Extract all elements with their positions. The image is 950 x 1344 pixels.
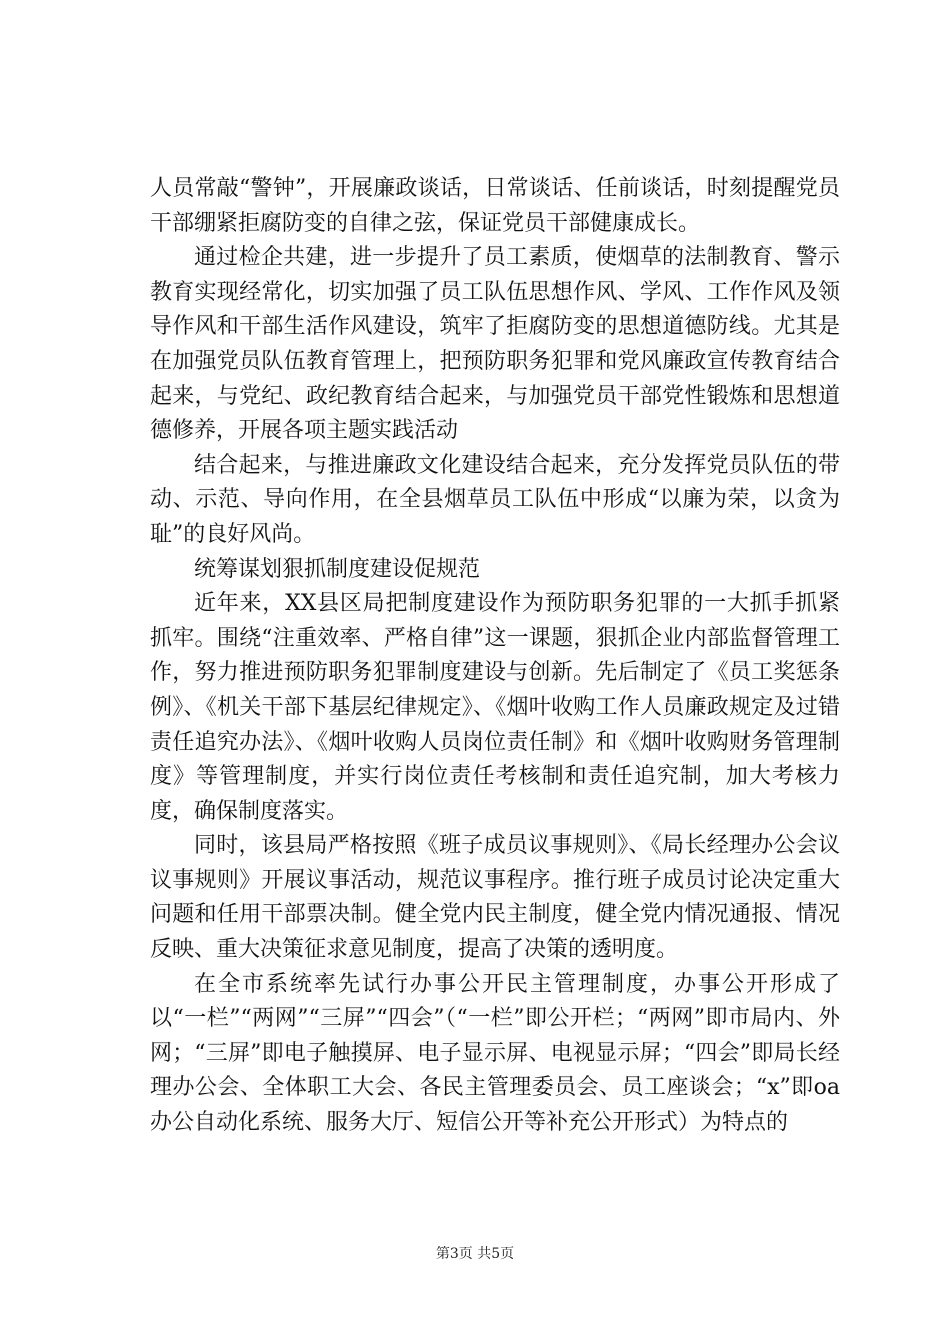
- paragraph-co-construction: 通过检企共建，进一步提升了员工素质，使烟草的法制教育、警示教育实现经常化，切实加强了员工队伍思想作风、学风、工作作风及领导作风和干部生活作风建设，筑牢了拒腐防变的思想道德防线。尤其是在加强党员队伍教育管理上，把预防职务犯罪和党风廉政宣传教育结合起来，与党纪、政纪教育结合起来，与加强党员干部党性锻炼和思想道德修养，开展各项主题实践活动: [150, 245, 840, 444]
- document-body: [150, 172, 840, 1141]
- paragraph-continued: 人员常敲“警钟”，开展廉政谈话，日常谈话、任前谈话，时刻提醒党员干部绷紧拒腐防变的自律之弦，保证党员干部健康成长。: [150, 176, 840, 236]
- paragraph-open-affairs: 在全市系统率先试行办事公开民主管理制度，办事公开形成了以“一栏”“两网”“三屏”“四会”（“一栏”即公开栏；“两网”即市局内、外网；“三屏”即电子触摸屏、电子显示屏、电视显示屏；“四会”即局长经理办公会、全体职工大会、各民主管理委员会、员工座谈会；“x”即oa办公自动化系统、服务大厅、短信公开等补充公开形式）为特点的: [150, 971, 840, 1136]
- paragraph-integrity-culture: 结合起来，与推进廉政文化建设结合起来，充分发挥党员队伍的带动、示范、导向作用，在全县烟草员工队伍中形成“以廉为荣，以贪为耻”的良好风尚。: [150, 452, 840, 547]
- paragraph-system-building: 近年来，XX县区局把制度建设作为预防职务犯罪的一大抓手抓紧抓牢。围绕“注重效率、严格自律”这一课题，狠抓企业内部监督管理工作，努力推进预防职务犯罪制度建设与创新。先后制定了《员工奖惩条例》、《机关干部下基层纪律规定》、《烟叶收购工作人员廉政规定及过错责任追究办法》、《烟叶收购人员岗位责任制》和《烟叶收购财务管理制度》等管理制度，并实行岗位责任考核制和责任追究制，加大考核力度，确保制度落实。: [150, 591, 840, 824]
- section-heading: 统筹谋划狠抓制度建设促规范: [194, 556, 481, 582]
- paragraph-meeting-rules: 同时，该县局严格按照《班子成员议事规则》、《局长经理办公会议议事规则》开展议事活动，规范议事程序。推行班子成员讨论决定重大问题和任用干部票决制。健全党内民主制度，健全党内情况通报、情况反映、重大决策征求意见制度，提高了决策的透明度。: [150, 833, 840, 963]
- page-footer: 第3页 共5页: [435, 1246, 515, 1262]
